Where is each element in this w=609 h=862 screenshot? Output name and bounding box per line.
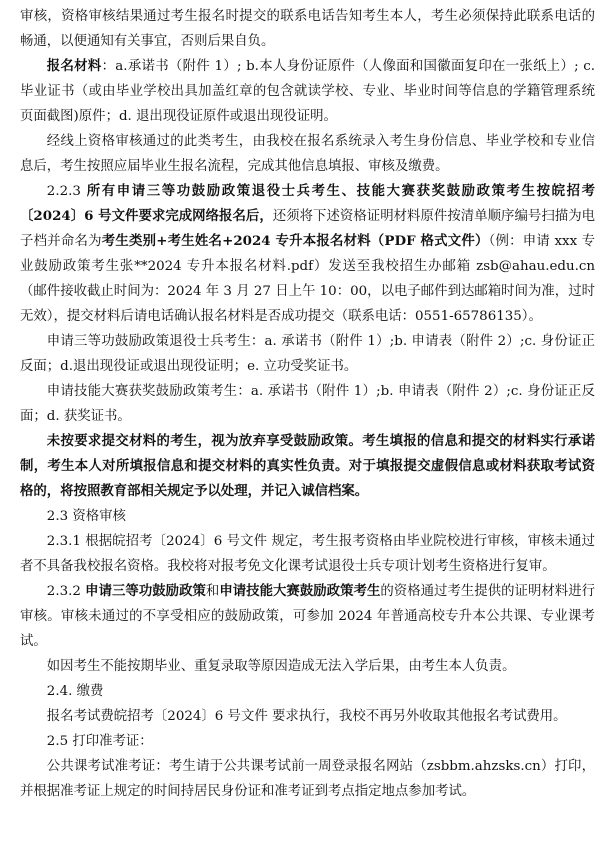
paragraph-veteran-materials: 申请三等功鼓励政策退役士兵考生：a. 承诺书（附件 1）;b. 申请表（附件 2）;c. 身份证正反面；d.退出现役证或退出现役证明；e. 立功受奖证书。: [20, 334, 595, 374]
materials-label: 报名材料: [46, 58, 102, 74]
heading-2-3: 2.3 资格审核: [46, 509, 126, 524]
materials-list: ：a.承诺书（附件 1）; b.本人身份证原件（人像面和国徽面复印在一张纸上）; c.毕业证书（或由毕业学校出具加盖红章的包含就读学校、专业、毕业时间等信息的学籍管理系统页面截图)原件；d. 退出现役证原件或退出现役证明。: [20, 59, 596, 124]
heading-2-4: 2.4. 缴费: [46, 684, 104, 699]
heading-2-5: 2.5 打印准考证：: [46, 734, 153, 749]
bold-veteran-policy: 申请三等功鼓励政策: [85, 583, 206, 599]
file-naming-rule: 考生类别+考生姓名+2024 专升本报名材料（PDF 格式文件）: [101, 233, 489, 249]
paragraph-2-3-2: [20, 579, 595, 654]
paragraph-integrity-warning: 未按要求提交材料的考生，视为放弃享受鼓励政策。考生填报的信息和提交的材料实行承诺制，考生本人对所填报信息和提交材料的真实性负责。对于填报提交虚假信息或材料获取考试资格的，将按照教育部相关规定予以处理，并记入诚信档案。: [20, 433, 595, 499]
paragraph-registration-materials: [20, 54, 595, 129]
paragraph-skills-materials: 申请技能大赛获奖鼓励政策考生：a. 承诺书（附件 1）;b. 申请表（附件 2）;c. 身份证正反面；d. 获奖证书。: [20, 384, 595, 424]
paragraph-2-3-1: 2.3.1 根据皖招考〔2024〕6 号文件 规定，考生报考资格由毕业院校进行审核，审核未通过者不具备我校报名资格。我校将对报考免文化课考试退役士兵专项计划考生资格进行复审。: [20, 534, 595, 574]
paragraph-online-review: 经线上资格审核通过的此类考生，由我校在报名系统录入考生身份信息、毕业学校和专业信息后，考生按照应届毕业生报名流程，完成其他信息填报、审核及缴费。: [20, 134, 595, 174]
bold-skills-policy: 申请技能大赛鼓励政策考生: [219, 583, 381, 599]
section-number: 2.2.3: [46, 184, 87, 199]
review-text: 的资格通过考生提供的证明材料进行审核。审核未通过的不享受相应的鼓励政策，可参加 2024 年普通高校专升本公共课、专业课考试。: [20, 584, 596, 649]
email-instruction: （例：申请 xxx 专业鼓励政策考生张**2024 专升本报名材料.pdf）发送至我校招生办邮箱 zsb@ahau.edu.cn（邮件接收截止时间为：2024 年 3 月 27 日上午 10：00，以电子邮件到达邮箱时间为准，过时无效），提交材料后请电话确认报名材料是否成功提交（联系电话：0551-65786135）。: [20, 234, 595, 324]
section-number: 2.3.2: [46, 584, 86, 599]
paragraph-admission-ticket: 公共课考试准考证：考生请于公共课考试前一周登录报名网站（zsbbm.ahzsks.cn）打印，并根据准考证上规定的时间持居民身份证和准考证到考点指定地点参加考试。: [20, 759, 595, 799]
scan-instruction: 还须将下述资格证明材料原件按清单顺序编号扫描为电子档并命名为: [20, 209, 596, 249]
paragraph-review-notice: 审核，资格审核结果通过考生报名时提交的联系电话告知考生本人，考生必须保持此联系电话的畅通，以便通知有关事宜，否则后果自负。: [20, 9, 595, 49]
paragraph-fees: 报名考试费皖招考〔2024〕6 号文件 要求执行，我校不再另外收取其他报名考试费用。: [46, 709, 567, 724]
bold-requirement: 所有申请三等功鼓励政策退役士兵考生、技能大赛获奖鼓励政策考生按皖招考〔2024〕6 号文件要求完成网络报名后，: [20, 183, 596, 224]
paragraph-2-2-3: [20, 179, 595, 329]
conjunction: 和: [205, 584, 220, 599]
paragraph-enrollment-responsibility: 如因考生不能按期毕业、重复录取等原因造成无法入学后果，由考生本人负责。: [46, 659, 516, 674]
